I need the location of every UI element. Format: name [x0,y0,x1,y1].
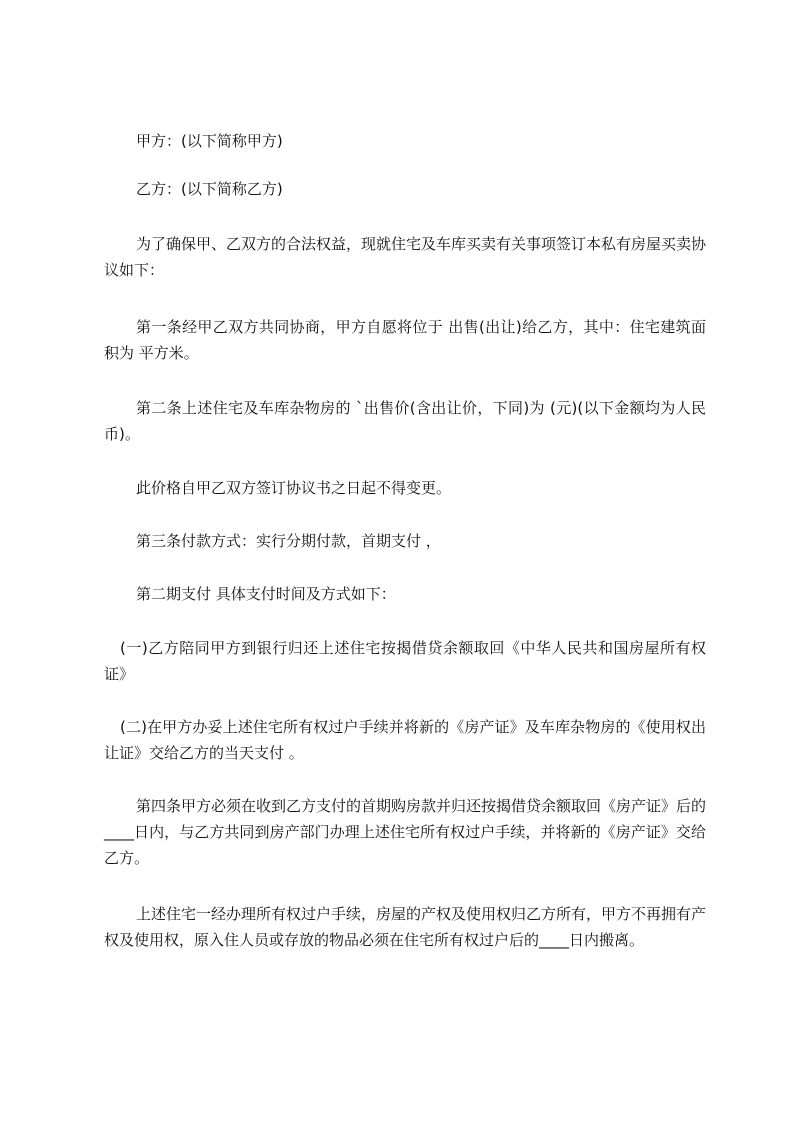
party-a-line: 甲方：(以下简称甲方) [136,132,283,150]
second-payment-paragraph: 第二期支付 具体支付时间及方式如下： [136,585,396,603]
payment-item-2: (二)在甲方办妥上述住宅所有权过户手续并将新的《房产证》及车库杂物房的《使用权出让证》交给乙方的当天支付 。 [104,718,706,762]
ownership-transfer-paragraph: 上述住宅一经办理所有权过户手续，房屋的产权及使用权归乙方所有，甲方不再拥有产权及使用权，原入住人员或存放的物品必须在住宅所有权过户后的____日内搬离。 [104,905,707,949]
article-3-paragraph: 第三条付款方式：实行分期付款，首期支付 ， [136,532,441,550]
article-1-paragraph: 第一条经甲乙双方共同协商，甲方自愿将位于 出售(出让)给乙方，其中：住宅建筑面积为 平方米。 [104,318,706,362]
article-2-paragraph: 第二条上述住宅及车库杂物房的 `出售价(含出让价，下同)为 (元)(以下金额均为人民币)。 [104,399,706,443]
party-b-line: 乙方：(以下简称乙方) [136,180,283,198]
payment-item-1: (一)乙方陪同甲方到银行归还上述住宅按揭借贷余额取回《中华人民共和国房屋所有权证》 [104,639,706,683]
article-4-paragraph: 第四条甲方必须在收到乙方支付的首期购房款并归还按揭借贷余额取回《房产证》后的____日内，与乙方共同到房产部门办理上述住宅所有权过户手续，并将新的《房产证》交给乙方。 [104,797,707,867]
preamble-paragraph: 为了确保甲、乙双方的合法权益，现就住宅及车库买卖有关事项签订本私有房屋买卖协议如下： [104,235,707,279]
price-fixed-paragraph: 此价格自甲乙双方签订协议书之日起不得变更。 [136,479,452,497]
